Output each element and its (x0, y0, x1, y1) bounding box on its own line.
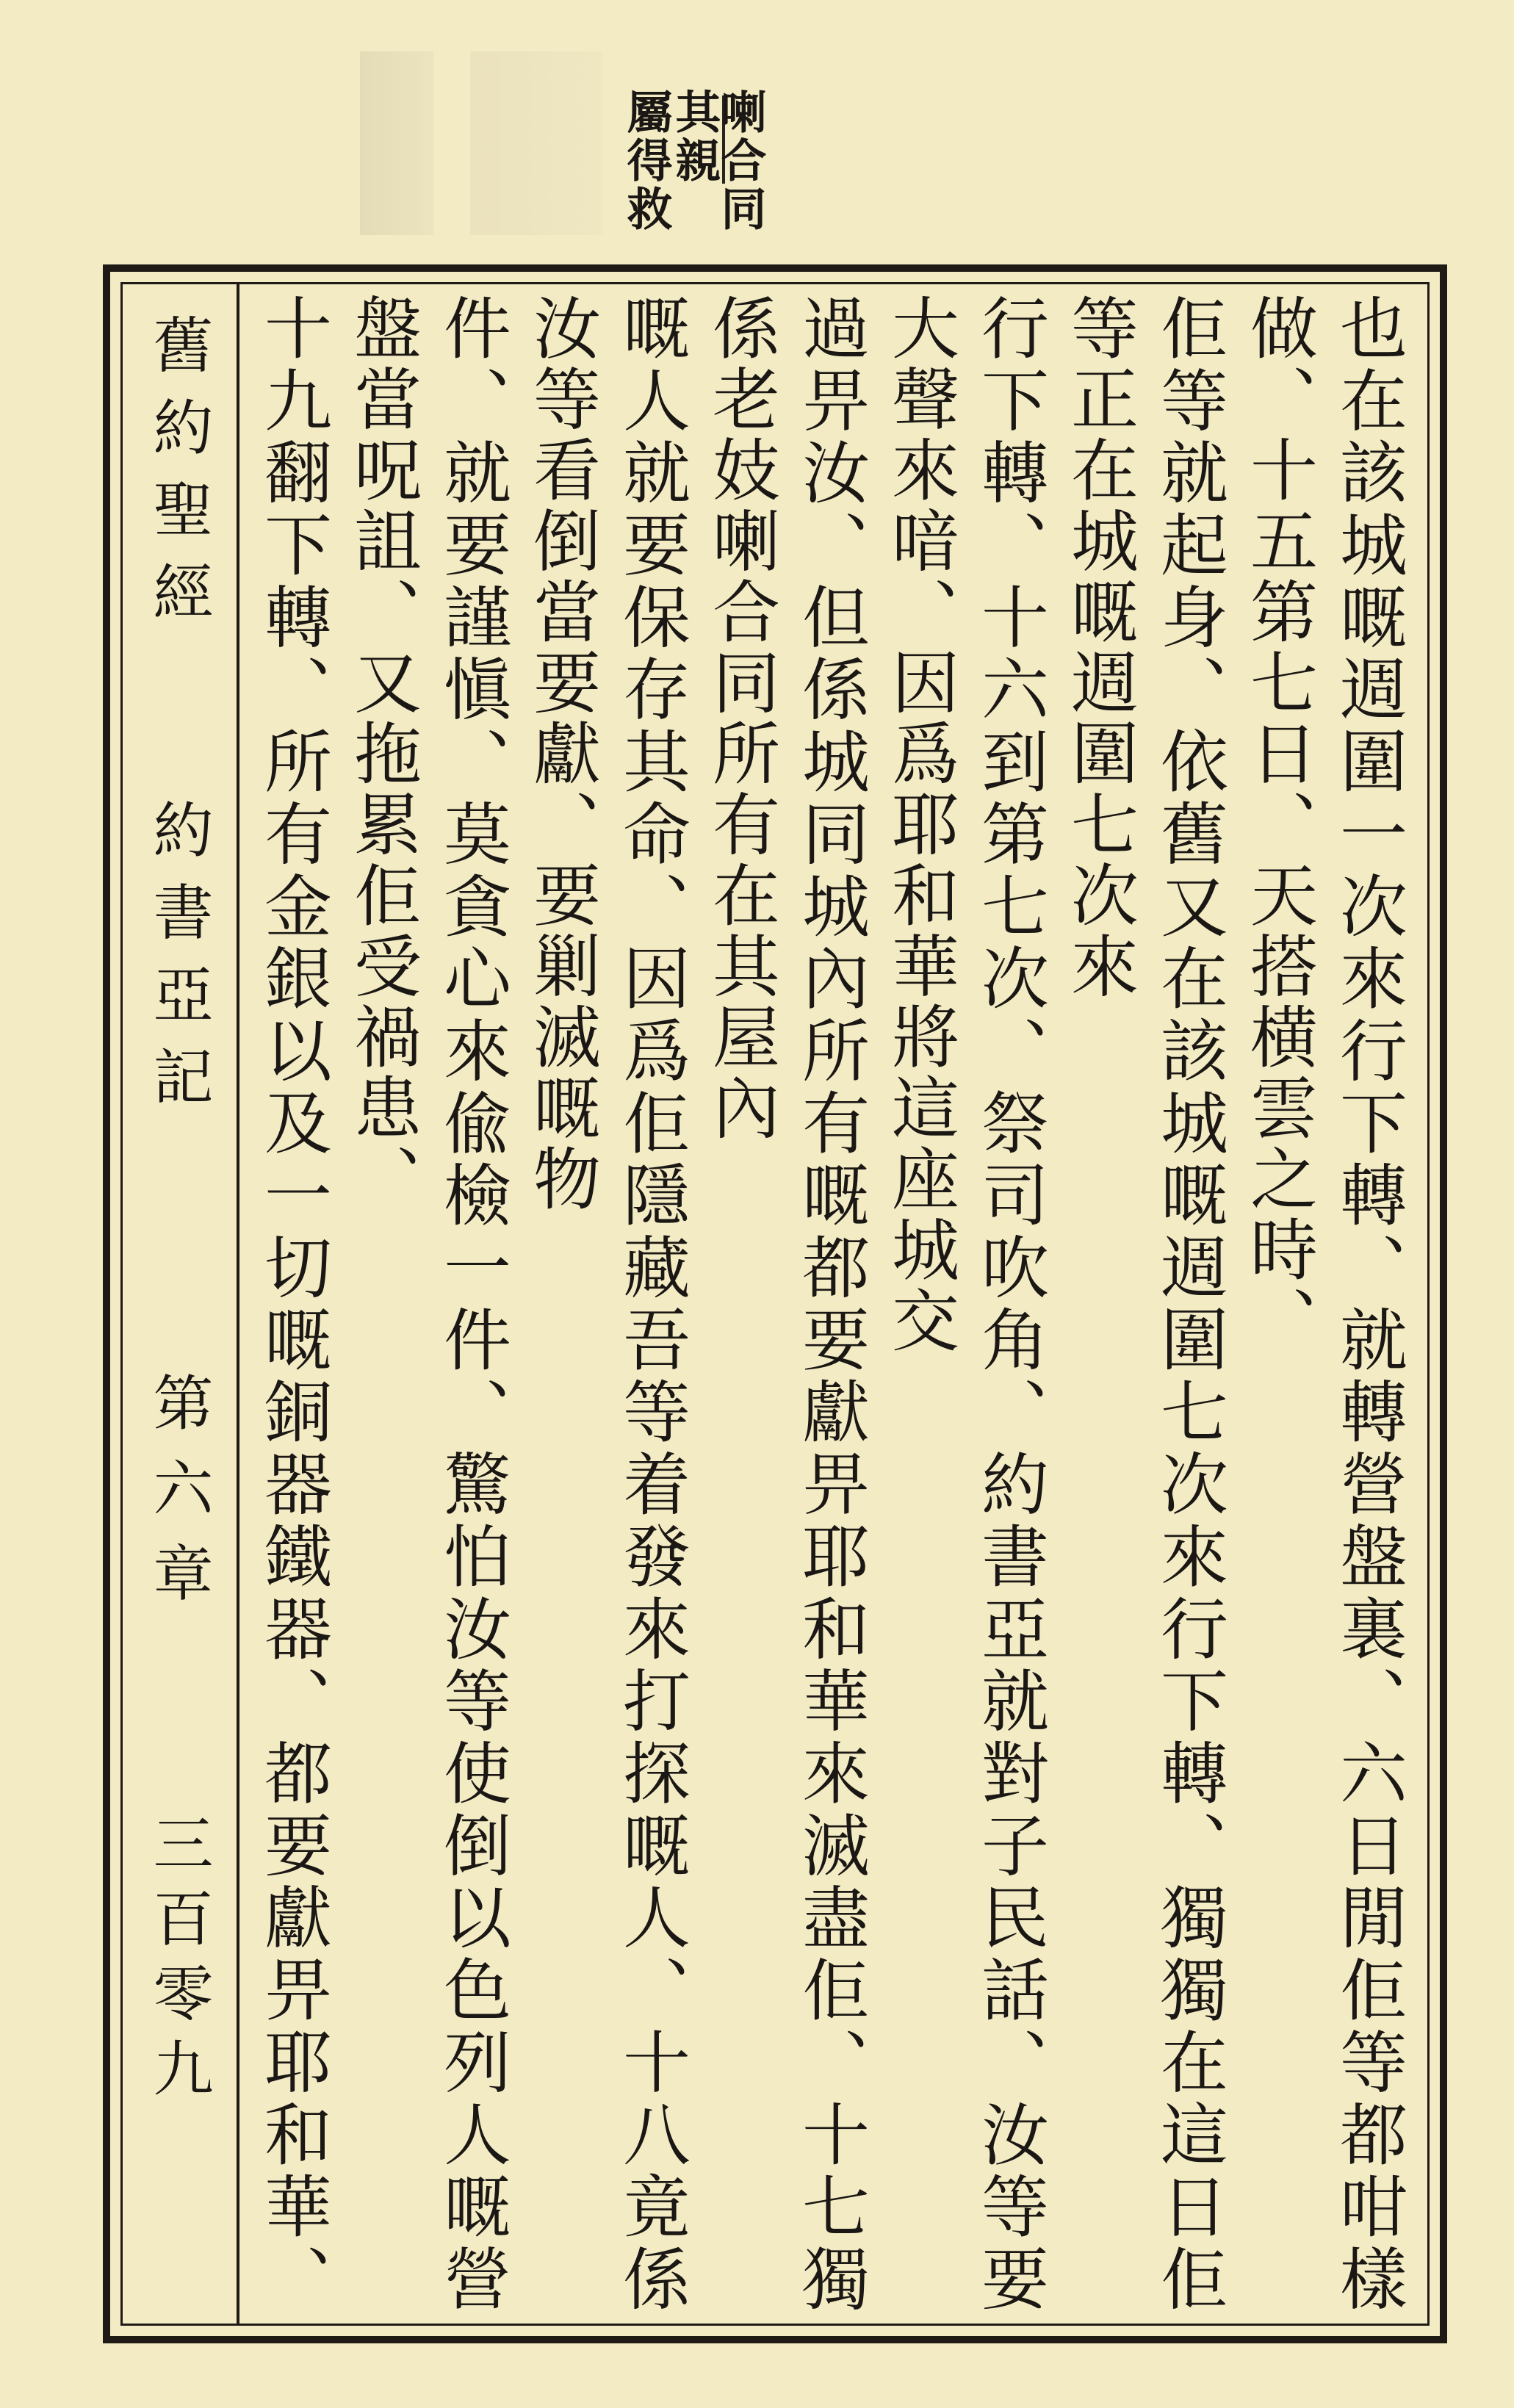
book-title: 舊約聖經 (143, 314, 213, 643)
header-note-line-1: 喇合同其親 (668, 88, 767, 234)
bleed-through-mark (470, 51, 602, 235)
chapter-label: 第六章 (143, 1371, 213, 1627)
section-title: 約書亞記 (143, 799, 213, 1128)
page-number: 三百零九 (143, 1812, 213, 2112)
chapter-header-note (619, 44, 767, 264)
bleed-through-mark (360, 51, 433, 235)
scripture-body: 也在該城嘅週圍一次來行下轉、就轉營盤裏、六日閒佢等都咁樣做、十五第七日、天搭横雲之時、 佢等就起身、依舊又在該城嘅週圍七次來行下轉、獨獨在這日佢等正在城嘅週圍七次來 行下轉、十六到第七次、祭司吹角、約書亞就對子民話、汝等要大聲來喑、因爲耶和華將這座城交 過畀汝、但係城同城內所有嘅都要獻畀耶和華來滅盡佢、十七獨係老妓喇合同所有在其屋內 嘅人就要保存其命、因爲佢隱藏吾等着發來打探嘅人、十八竟係汝等看倒當要獻、要剿滅嘅物 件、就要謹愼、莫貪心來偸檢一件、驚怕汝等使倒以色列人嘅營盤當呪詛、又拖累佢受禍患、 十九翻下轉、所有金銀以及一切嘅銅器鐵器、都要獻畀耶和華、 (253, 293, 1407, 2315)
margin-band (123, 284, 239, 2324)
header-note-line-2: 屬得救 (619, 88, 673, 234)
text-frame (103, 264, 1447, 2343)
inner-frame (120, 282, 1430, 2326)
